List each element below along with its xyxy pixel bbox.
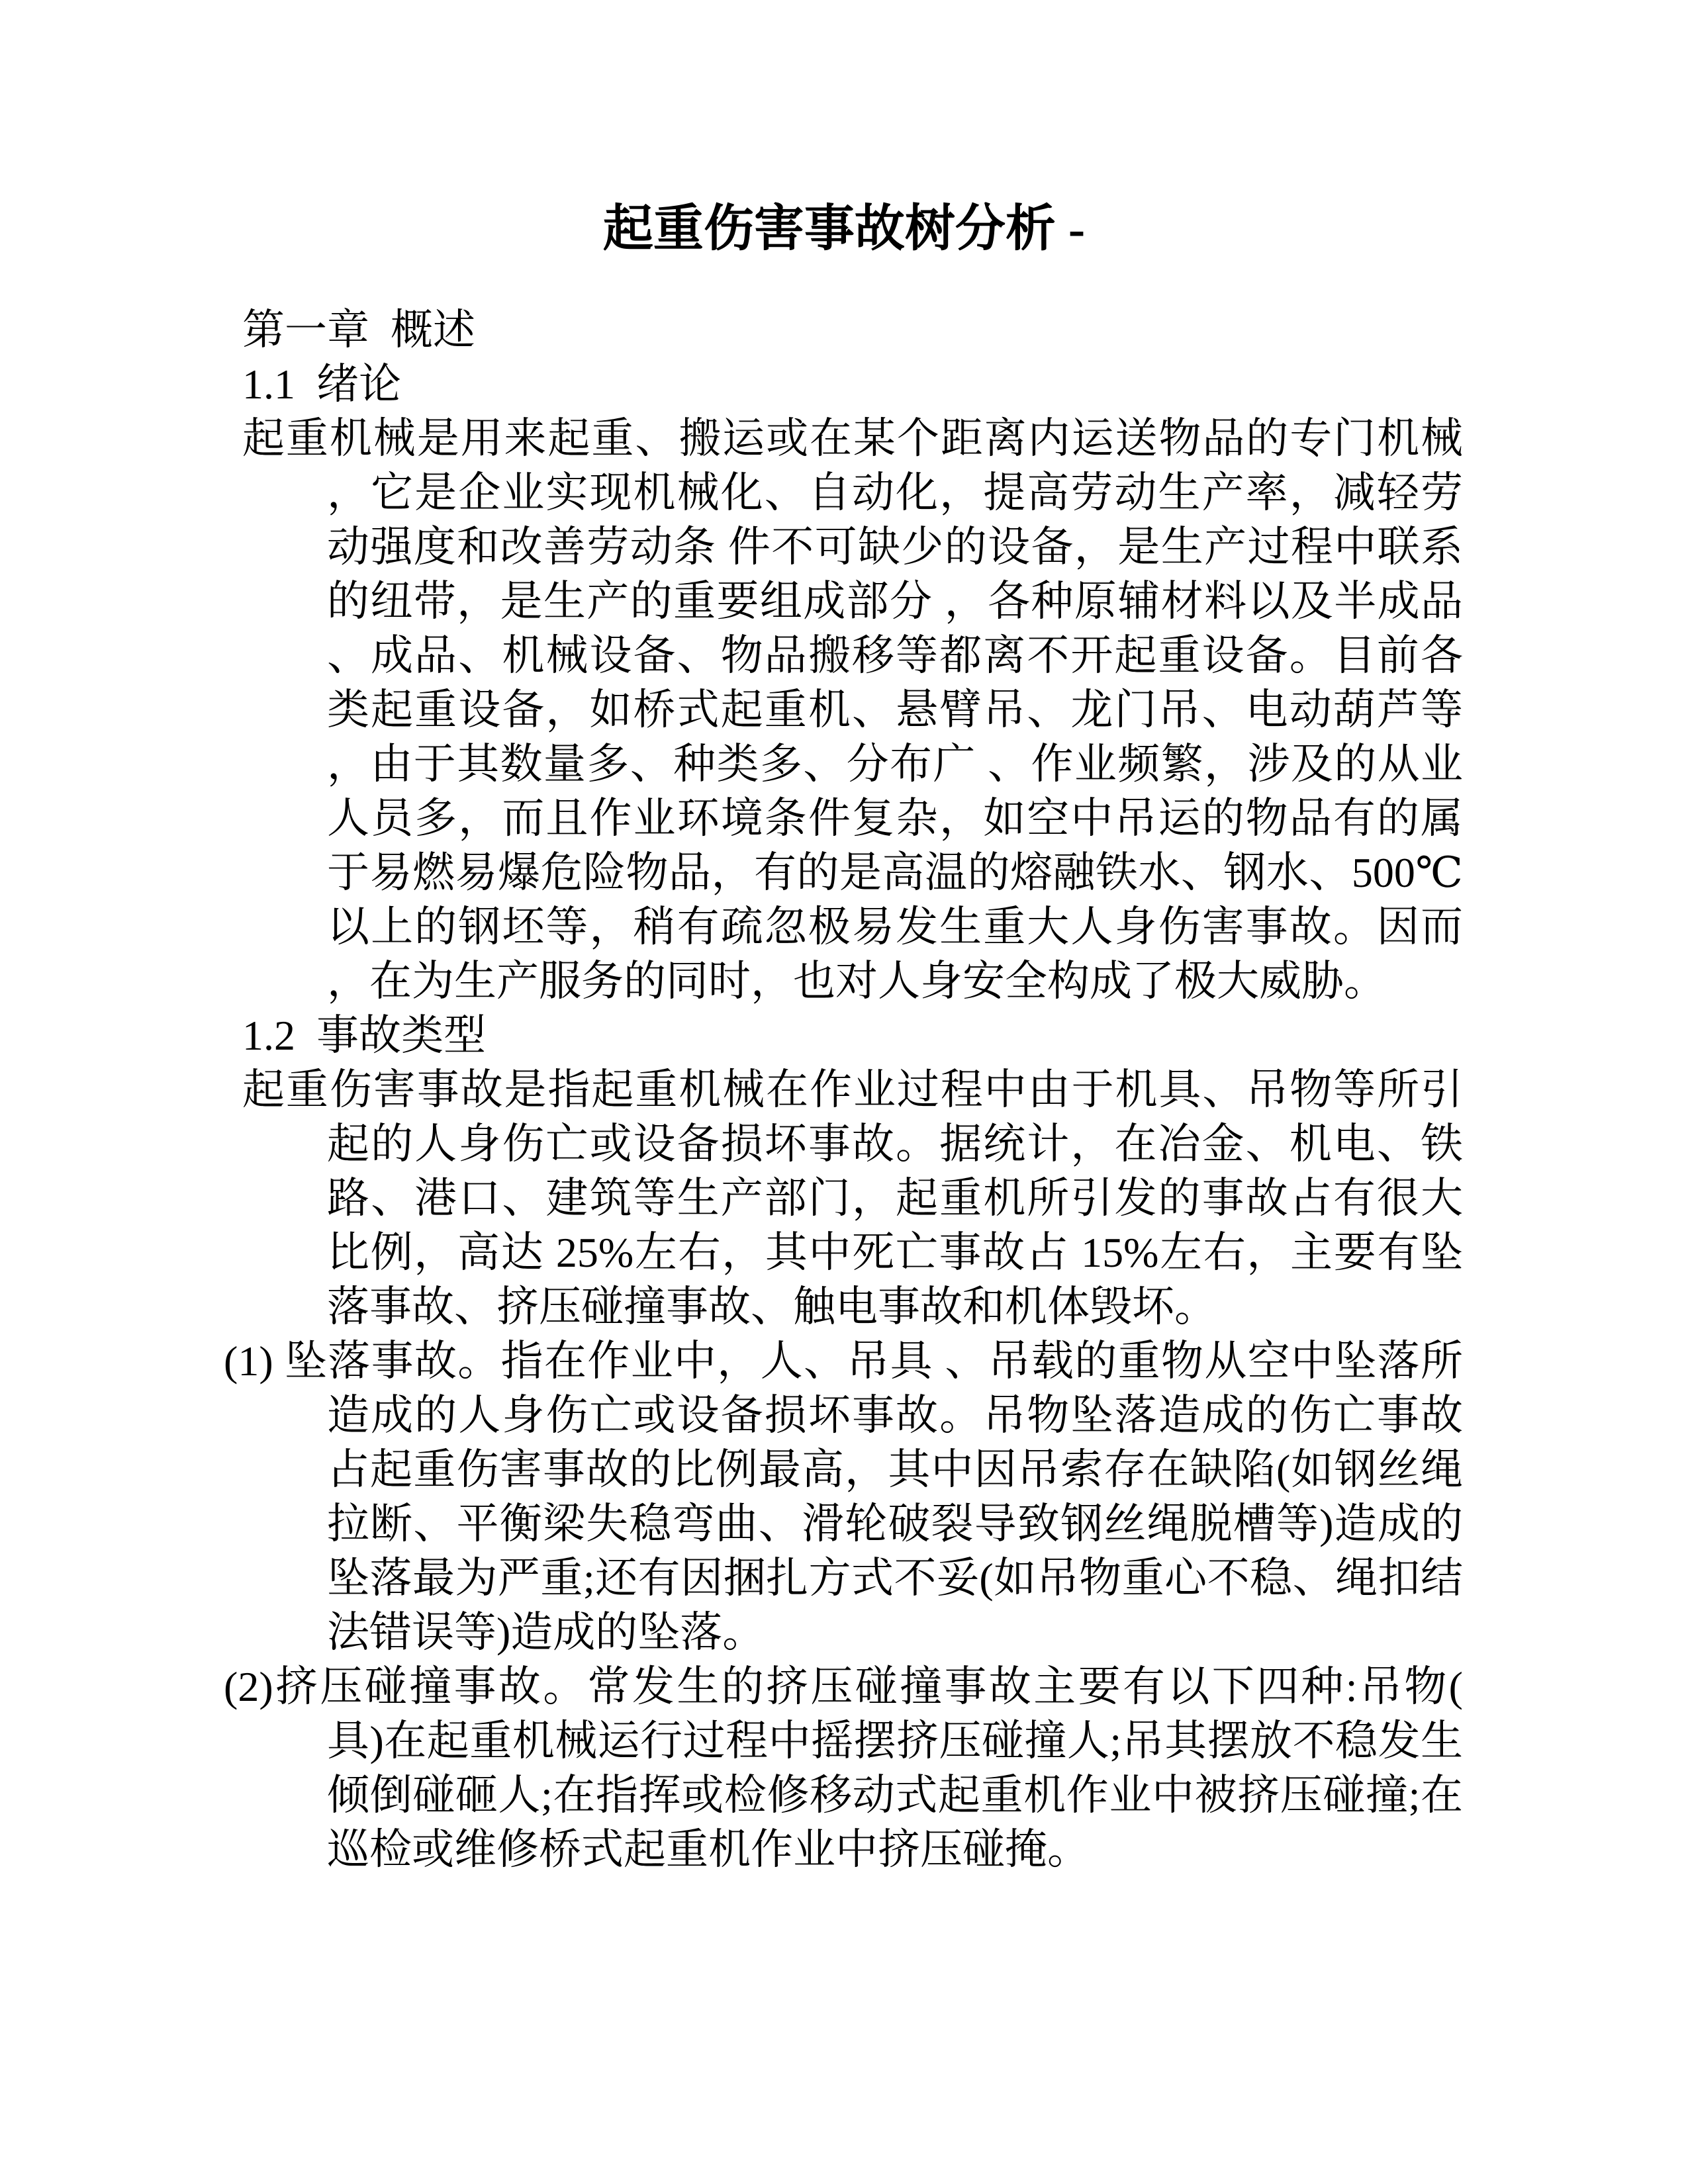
paragraph-accident-types: [242, 1063, 1463, 1334]
text-line: 拉断、平衡梁失稳弯曲、滑轮破裂导致钢丝绳脱槽等)造成的: [327, 1500, 1463, 1547]
text-line: 占起重伤害事故的比例最高，其中因吊索存在缺陷(如钢丝绳: [327, 1446, 1463, 1493]
text-line: 造成的人身伤亡或设备损坏事故。吊物坠落造成的伤亡事故: [327, 1392, 1463, 1439]
text-line: 类起重设备，如桥式起重机、悬臂吊、龙门吊、电动葫芦等: [327, 686, 1463, 733]
text-line: 比例，高达 25%左右，其中死亡事故占 15%左右，主要有坠: [327, 1229, 1463, 1276]
text-line: (2)挤压碰撞事故。常发生的挤压碰撞事故主要有以下四种:吊物(: [224, 1663, 1463, 1710]
text-line: 具)在起重机械运行过程中摇摆挤压碰撞人;吊其摆放不稳发生: [327, 1717, 1463, 1764]
text-line: 、成品、机械设备、物品搬移等都离不开起重设备。目前各: [327, 632, 1463, 679]
text-line: 起重伤害事故是指起重机械在作业过程中由于机具、吊物等所引: [242, 1066, 1463, 1113]
list-item-crush-collision-accidents: [224, 1660, 1463, 1877]
section-heading-1-1: 1.1 绪论: [242, 361, 401, 408]
paragraph-introduction: [242, 412, 1463, 1009]
document-body: [224, 303, 1463, 1877]
text-line: 巡检或维修桥式起重机作业中挤压碰掩。: [327, 1826, 1090, 1873]
text-line: 起重机械是用来起重、搬运或在某个距离内运送物品的专门机械: [242, 415, 1463, 462]
chapter-heading: 第一章 概述: [242, 306, 475, 353]
document-title: 起重伤害事故树分析 -: [602, 201, 1086, 257]
text-line: 落事故、挤压碰撞事故、触电事故和机体毁坏。: [327, 1283, 1217, 1330]
text-line: 起的人身伤亡或设备损坏事故。据统计，在冶金、机电、铁: [327, 1120, 1463, 1167]
text-line: (1) 坠落事故。指在作业中，人、吊具 、吊载的重物从空中坠落所: [224, 1338, 1463, 1385]
text-line: 坠落最为严重;还有因捆扎方式不妥(如吊物重心不稳、绳扣结: [327, 1555, 1463, 1602]
section-heading-1-2: 1.2 事故类型: [242, 1012, 486, 1059]
text-line: 于易燃易爆危险物品，有的是高温的熔融铁水、钢水、500℃: [327, 849, 1463, 896]
text-line: 法错误等)造成的坠落。: [327, 1609, 765, 1656]
text-line: 路、港口、建筑等生产部门，起重机所引发的事故占有很大: [327, 1175, 1463, 1222]
text-line: 动强度和改善劳动条 件不可缺少的设备，是生产过程中联系: [327, 523, 1463, 570]
list-item-falling-accidents: [224, 1334, 1463, 1660]
text-line: ，它是企业实现机械化、自动化，提高劳动生产率，减轻劳: [327, 469, 1463, 516]
text-line: ，在为生产服务的同时，也对人身安全构成了极大威胁。: [327, 958, 1386, 1005]
text-line: 倾倒碰砸人;在指挥或检修移动式起重机作业中被挤压碰撞;在: [327, 1772, 1463, 1819]
text-line: ，由于其数量多、种类多、分布广 、作业频繁，涉及的从业: [327, 741, 1463, 788]
text-line: 的纽带，是生产的重要组成部分 ，各种原辅材料以及半成品: [327, 578, 1463, 625]
text-line: 以上的钢坯等，稍有疏忽极易发生重大人身伤害事故。因而: [327, 903, 1463, 950]
text-line: 人员多，而且作业环境条件复杂，如空中吊运的物品有的属: [327, 795, 1463, 842]
